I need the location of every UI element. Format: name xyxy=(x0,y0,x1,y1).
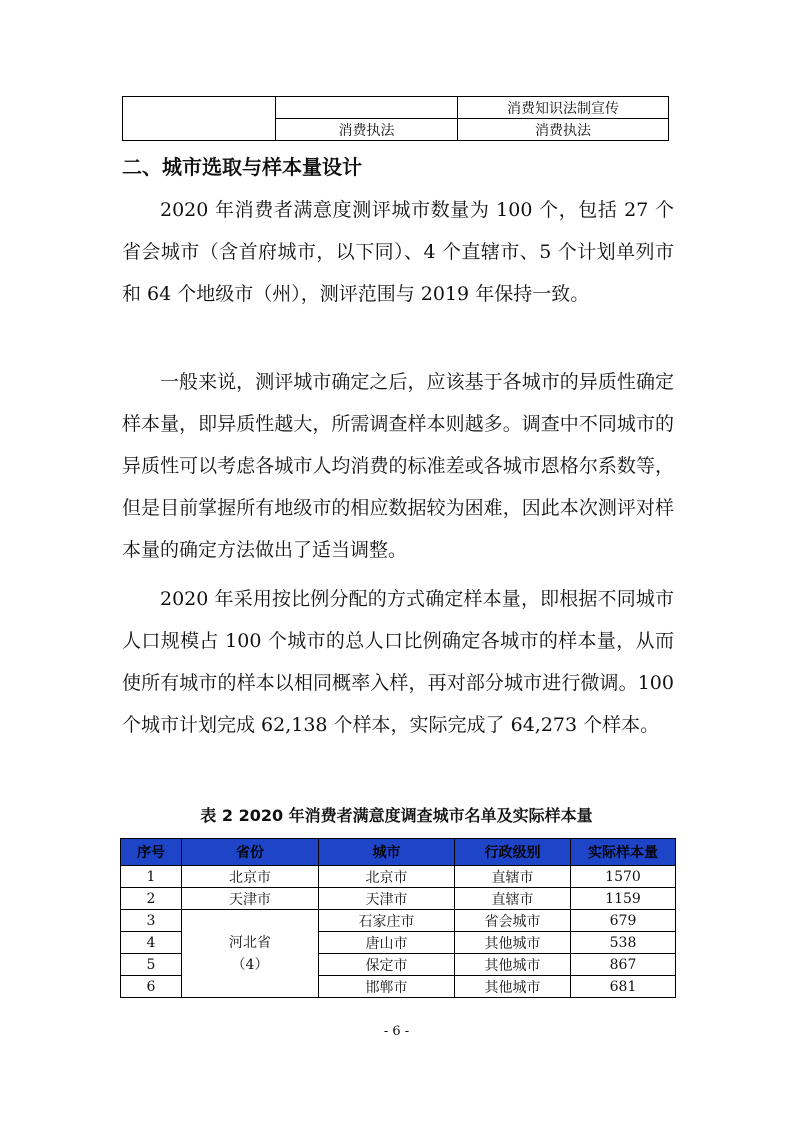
paragraph-3: 2020 年采用按比例分配的方式确定样本量，即根据不同城市人口规模占 100 个城市的总人口比例确定各城市的样本量，从而使所有城市的样本以相同概率入样，再对部分城市进行微调。100 个城市计划完成 62,138 个样本，实际完成了 64,273 个样本。 xyxy=(122,588,674,736)
cell-level: 其他城市 xyxy=(455,954,571,976)
page-number: - 6 - xyxy=(383,1024,410,1039)
cell-no: 6 xyxy=(121,976,182,998)
cell-city: 石家庄市 xyxy=(319,910,455,932)
cell-no: 3 xyxy=(121,910,182,932)
cell-city: 天津市 xyxy=(319,888,455,910)
cell-sample: 681 xyxy=(571,976,676,998)
cell-level: 直辖市 xyxy=(455,866,571,888)
cell-sample: 538 xyxy=(571,932,676,954)
paragraph-2: 一般来说，测评城市确定之后，应该基于各城市的异质性确定样本量，即异质性越大，所需调查样本则越多。调查中不同城市的异质性可以考虑各城市人均消费的标准差或各城市恩格尔系数等，但是目前掌握所有地级市的相应数据较为困难，因此本次测评对样本量的确定方法做出了适当调整。 xyxy=(122,371,674,561)
cell-city: 北京市 xyxy=(319,866,455,888)
cell-sample: 867 xyxy=(571,954,676,976)
top-table-cell: 消费执法 xyxy=(458,119,669,141)
paragraph-1: 2020 年消费者满意度测评城市数量为 100 个，包括 27 个省会城市（含首府城市，以下同）、4 个直辖市、5 个计划单列市和 64 个地级市（州），测评范围与 2019 年保持一致。 xyxy=(122,199,674,305)
city-sample-table xyxy=(120,838,676,998)
cell-level: 省会城市 xyxy=(455,910,571,932)
empty-cell xyxy=(123,97,276,141)
section-heading: 二、城市选取与样本量设计 xyxy=(122,155,362,179)
header-city: 城市 xyxy=(319,839,455,866)
table-row xyxy=(121,888,676,910)
empty-cell xyxy=(276,97,458,119)
continued-table xyxy=(122,96,669,141)
cell-no: 2 xyxy=(121,888,182,910)
header-no: 序号 xyxy=(121,839,182,866)
cell-city: 唐山市 xyxy=(319,932,455,954)
cell-province-merged xyxy=(182,910,319,998)
cell-sample: 679 xyxy=(571,910,676,932)
header-sample: 实际样本量 xyxy=(571,839,676,866)
header-level: 行政级别 xyxy=(455,839,571,866)
cell-level: 其他城市 xyxy=(455,976,571,998)
cell-sample: 1159 xyxy=(571,888,676,910)
table-row xyxy=(121,910,676,932)
cell-no: 5 xyxy=(121,954,182,976)
cell-sample: 1570 xyxy=(571,866,676,888)
table-caption: 表 2 2020 年消费者满意度调查城市名单及实际样本量 xyxy=(200,806,593,825)
cell-city: 邯郸市 xyxy=(319,976,455,998)
table-row xyxy=(121,866,676,888)
cell-city: 保定市 xyxy=(319,954,455,976)
top-table-cell: 消费执法 xyxy=(276,119,458,141)
cell-province: 天津市 xyxy=(182,888,319,910)
cell-no: 4 xyxy=(121,932,182,954)
cell-level: 直辖市 xyxy=(455,888,571,910)
cell-province: 北京市 xyxy=(182,866,319,888)
merged-province-name: 河北省 xyxy=(229,934,271,951)
cell-no: 1 xyxy=(121,866,182,888)
top-table-cell: 消费知识法制宣传 xyxy=(458,97,669,119)
table-header-row xyxy=(121,839,676,866)
merged-province-count: （4） xyxy=(231,956,269,973)
cell-level: 其他城市 xyxy=(455,932,571,954)
header-province: 省份 xyxy=(182,839,319,866)
